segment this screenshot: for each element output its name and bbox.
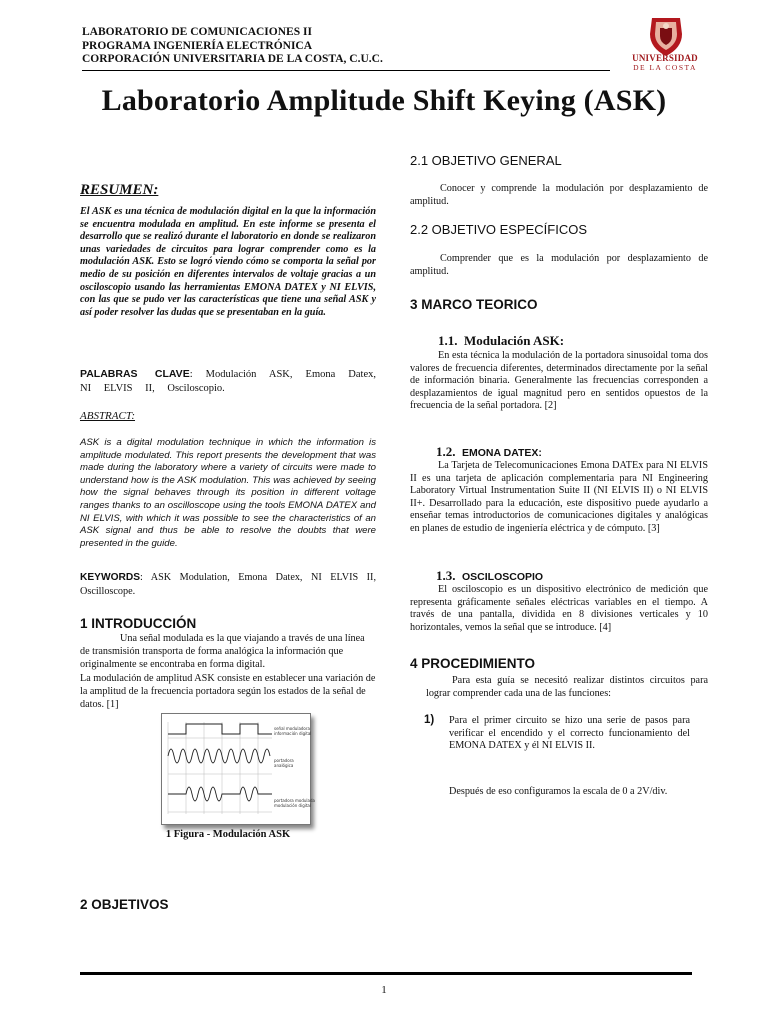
digital-signal-trace (168, 724, 272, 734)
subsection-1-3-number: 1.3. (436, 568, 456, 583)
objetivo-especificos-text: Comprender que es la modulación por desplazamiento de amplitud. (410, 253, 708, 277)
figure-label-carrier: portadora (274, 758, 294, 763)
resumen-ask: ASK (349, 294, 369, 306)
subsection-1-1-title: Modulación ASK: (464, 333, 565, 348)
subsection-1-3-title: OSCILOSCOPIO (462, 571, 544, 583)
institution-header (82, 26, 383, 67)
resumen-text-1: El ASK es una técnica de modulación digital en la que la información se encuentra modulada en amplitud. En este informe se presenta el desarrollo que se realizó durante el laboratorio en donde se realizaron unas variedades de circuitos para lograr comprender como es la modulación ASK. Esto se logró viendo cómo se comporta la señal por medio de su posición en diferentes intervalos de voltaje gracias a un osciloscopio usando las herramientas (80, 206, 376, 293)
university-logo-wordmark (622, 54, 708, 72)
subsection-1-1-text: En esta técnica la modulación de la portadora sinusoidal toma dos valores de frecuencia diferentes, determinados directamente por la señal de información binaria. Generalmente las frecuencias corresponden a desplazamientos de igual magnitud pero en sentidos opuestos de la frecuencia de la señal portadora. [2] (410, 350, 708, 412)
palabras-clave-label: PALABRAS CLAVE (80, 368, 190, 380)
subsection-1-2-number: 1.2. (436, 444, 456, 459)
figure-label-modulated-2: modulación digital (274, 803, 311, 808)
page-number: 1 (381, 984, 387, 996)
figure-caption: 1 Figura - Modulación ASK (165, 829, 291, 840)
footer-rule (80, 972, 692, 975)
keywords (80, 571, 376, 598)
marco-teorico-heading: 3 MARCO TEORICO (410, 297, 538, 312)
subsection-1-2-title: EMONA DATEX: (462, 447, 542, 459)
procedimiento-heading: 4 PROCEDIMIENTO (410, 656, 536, 671)
keywords-text: : ASK Modulation, Emona Datex, NI ELVIS II, Oscilloscope. (80, 572, 376, 597)
carrier-wave-trace (168, 749, 270, 763)
resumen-tools: EMONA DATEX y NI ELVIS (243, 281, 374, 293)
figure-label-modulated: portadora modulada (274, 798, 315, 803)
page-title: Laboratorio Amplitude Shift Keying (ASK) (101, 84, 667, 117)
header-line-2: PROGRAMA INGENIERÍA ELECTRÓNICA (82, 39, 313, 52)
step-1-number: 1) (424, 714, 435, 726)
subsection-1-2-text: La Tarjeta de Telecomunicaciones Emona DATEx para NI ELVIS II es una tarjeta de aplicación complementaria para NI Engineering Laboratory Virtual Instrumentation Suite II (NI ELVIS II) o NI ELVIS II+. Desarrollado para la educación, este dispositivo puede ayudarlo a enseñar temas introductorios de comunicaciones digitales y analógicas en planes de estudio de ingeniería eléctrica y de cómputo. [3] (410, 460, 708, 534)
objetivo-general-text: Conocer y comprende la modulación por desplazamiento de amplitud. (410, 183, 708, 207)
logo-main-text: UNIVERSIDAD (632, 53, 698, 63)
ask-modulation-figure (161, 713, 315, 825)
subsection-1-3-text: El osciloscopio es un dispositivo electrónico de medición que representa gráficamente señales eléctricas variables en el tiempo. A través de una pantalla, dividida en 8 divisiones verticales y 10 horizontales, vemos la señal que se introduce. [4] (410, 584, 708, 633)
figure-label-carrier-2: analógica (274, 763, 294, 768)
subsection-1-3-heading (436, 568, 543, 584)
header-line-3: CORPORACIÓN UNIVERSITARIA DE LA COSTA, C.U.C. (82, 53, 383, 65)
objetivo-general-heading: 2.1 OBJETIVO GENERAL (410, 153, 562, 168)
step-1-text-2: Después de eso configuramos la escala de 0 a 2V/div. (449, 786, 668, 797)
header-rule (82, 70, 610, 71)
keywords-label: KEYWORDS (80, 572, 140, 583)
palabras-clave (80, 367, 376, 396)
intro-text-2: La modulación de amplitud ASK consiste en establecer una variación de la amplitud de la frecuencia portadora según los estados de la señal de datos. [1] (80, 672, 376, 711)
logo-sub-text: DE LA COSTA (633, 63, 697, 72)
figure-label-digital: señal moduladora (274, 726, 310, 731)
resumen-text-2: , con las que se pudo ver las características que tiene una señal (80, 281, 376, 306)
objetivo-especificos-heading: 2.2 OBJETIVO ESPECÍFICOS (410, 222, 587, 237)
abstract-heading: ABSTRACT: (80, 410, 136, 422)
resumen-text-3: y así poder resolver las dudas que se presentaban en la guía. (80, 294, 376, 318)
objetivos-heading: 2 OBJETIVOS (80, 897, 169, 912)
intro-paragraph (80, 632, 376, 711)
palabras-clave-text: : Modulación ASK, Emona Datex, NI ELVIS II, Osciloscopio. (80, 369, 376, 394)
subsection-1-1-heading (438, 333, 564, 349)
abstract-paragraph: ASK is a digital modulation technique in which the information is amplitude modulated. This report presents the development that was made during the laboratory where a variety of circuits were made to understand how is the ASK modulation. This was achieved by seeing how the signal behaves through its position in different voltage ranges thanks to an oscilloscope using the tools EMONA DATEX and NI ELVIS, with which it was possible to see the characteristics of an ASK signal and thus be able to resolve the doubts that were presented in the guide. (80, 437, 376, 549)
subsection-1-1-number: 1.1. (438, 333, 458, 348)
step-1-text: Para el primer circuito se hizo una serie de pasos para verificar el encendido y el correcto funcionamiento del EMONA DATEX y él NI ELVIS II. (449, 715, 690, 752)
header-line-1: LABORATORIO DE COMUNICACIONES II (82, 26, 312, 38)
modulated-wave-trace (168, 787, 272, 801)
resumen-paragraph (80, 206, 376, 319)
intro-text-1: Una señal modulada es la que viajando a través de una línea de transmisión transporta de forma analógica la información que originalmente se encontraba en forma digital. (80, 633, 365, 671)
resumen-heading: RESUMEN: (80, 182, 159, 198)
subsection-1-2-heading (436, 444, 542, 460)
intro-heading: 1 INTRODUCCIÓN (80, 616, 197, 631)
figure-label-digital-2: información digital (274, 731, 312, 736)
procedimiento-intro: Para esta guía se necesitó realizar distintos circuitos para lograr comprender cada una de las funciones: (426, 675, 708, 699)
ask-figure-plot (162, 714, 315, 824)
